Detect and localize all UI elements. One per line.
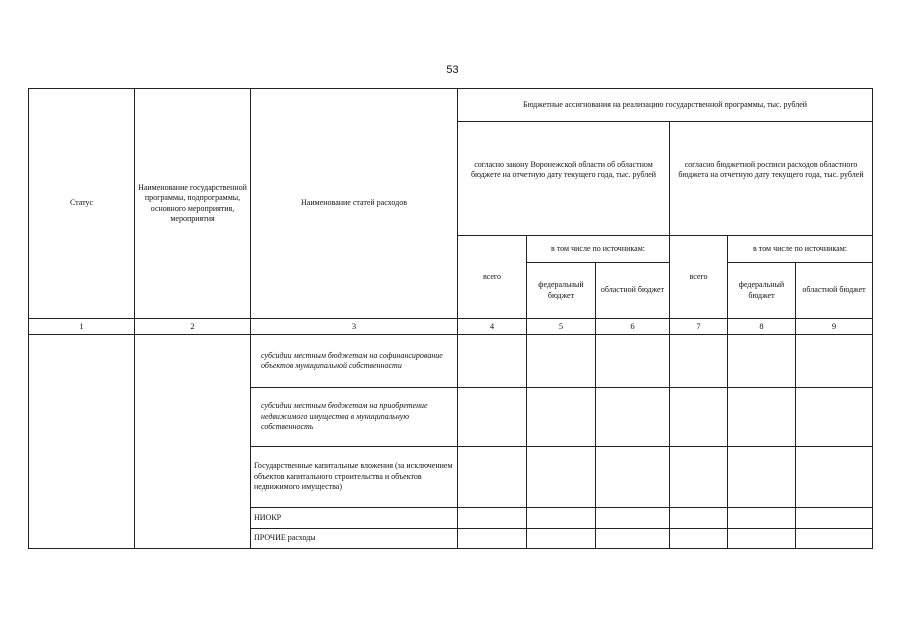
budget-table	[28, 88, 873, 549]
header-federal-2: федеральный бюджет	[728, 263, 796, 319]
header-by-schedule: согласно бюджетной росписи расходов областного бюджета на отчетную дату текущего года, тыс. рублей	[670, 122, 873, 236]
expense-item: субсидии местным бюджетам на софинансирование объектов муниципальной собственности	[251, 335, 458, 388]
header-budget-allocations: Бюджетные ассигнования на реализацию государственной программы, тыс. рублей	[458, 89, 873, 122]
header-program-name: Наименование государственной программы, подпрограммы, основного мероприятия, мероприятия	[135, 89, 251, 319]
value-cell	[527, 529, 596, 549]
value-cell	[728, 508, 796, 529]
header-total-1: всего	[458, 236, 527, 319]
column-number: 3	[251, 319, 458, 335]
value-cell	[670, 388, 728, 447]
value-cell	[728, 447, 796, 508]
expense-item: Государственные капитальные вложения (за исключением объектов капитального строительства и объектов недвижимого имущества)	[251, 447, 458, 508]
value-cell	[596, 529, 670, 549]
value-cell	[796, 447, 873, 508]
value-cell	[596, 447, 670, 508]
value-cell	[458, 388, 527, 447]
expense-item: субсидии местным бюджетам на приобретение недвижимого имущества в муниципальную собственность	[251, 388, 458, 447]
value-cell	[458, 447, 527, 508]
value-cell	[728, 388, 796, 447]
expense-item: ПРОЧИЕ расходы	[251, 529, 458, 549]
column-number: 1	[29, 319, 135, 335]
value-cell	[527, 447, 596, 508]
header-including-sources-2: в том числе по источникам:	[728, 236, 873, 263]
value-cell	[527, 388, 596, 447]
value-cell	[596, 335, 670, 388]
value-cell	[796, 335, 873, 388]
value-cell	[796, 388, 873, 447]
header-including-sources-1: в том числе по источникам:	[527, 236, 670, 263]
column-number: 4	[458, 319, 527, 335]
value-cell	[527, 508, 596, 529]
value-cell	[527, 335, 596, 388]
program-name-cell	[135, 335, 251, 549]
column-number: 2	[135, 319, 251, 335]
header-total-2: всего	[670, 236, 728, 319]
value-cell	[796, 508, 873, 529]
column-number: 7	[670, 319, 728, 335]
value-cell	[670, 335, 728, 388]
value-cell	[458, 529, 527, 549]
column-number: 8	[728, 319, 796, 335]
value-cell	[796, 529, 873, 549]
header-expense-items: Наименование статей расходов	[251, 89, 458, 319]
header-federal-1: федеральный бюджет	[527, 263, 596, 319]
status-cell	[29, 335, 135, 549]
table-row	[29, 335, 873, 388]
value-cell	[670, 529, 728, 549]
column-number: 9	[796, 319, 873, 335]
column-number: 6	[596, 319, 670, 335]
value-cell	[728, 529, 796, 549]
expense-item: НИОКР	[251, 508, 458, 529]
page-number: 53	[446, 64, 459, 76]
value-cell	[458, 508, 527, 529]
header-regional-2: областной бюджет	[796, 263, 873, 319]
header-status: Статус	[29, 89, 135, 319]
value-cell	[596, 508, 670, 529]
value-cell	[670, 508, 728, 529]
value-cell	[670, 447, 728, 508]
column-number: 5	[527, 319, 596, 335]
header-by-law: согласно закону Воронежской области об областном бюджете на отчетную дату текущего года, тыс. рублей	[458, 122, 670, 236]
value-cell	[596, 388, 670, 447]
value-cell	[458, 335, 527, 388]
header-regional-1: областной бюджет	[596, 263, 670, 319]
value-cell	[728, 335, 796, 388]
